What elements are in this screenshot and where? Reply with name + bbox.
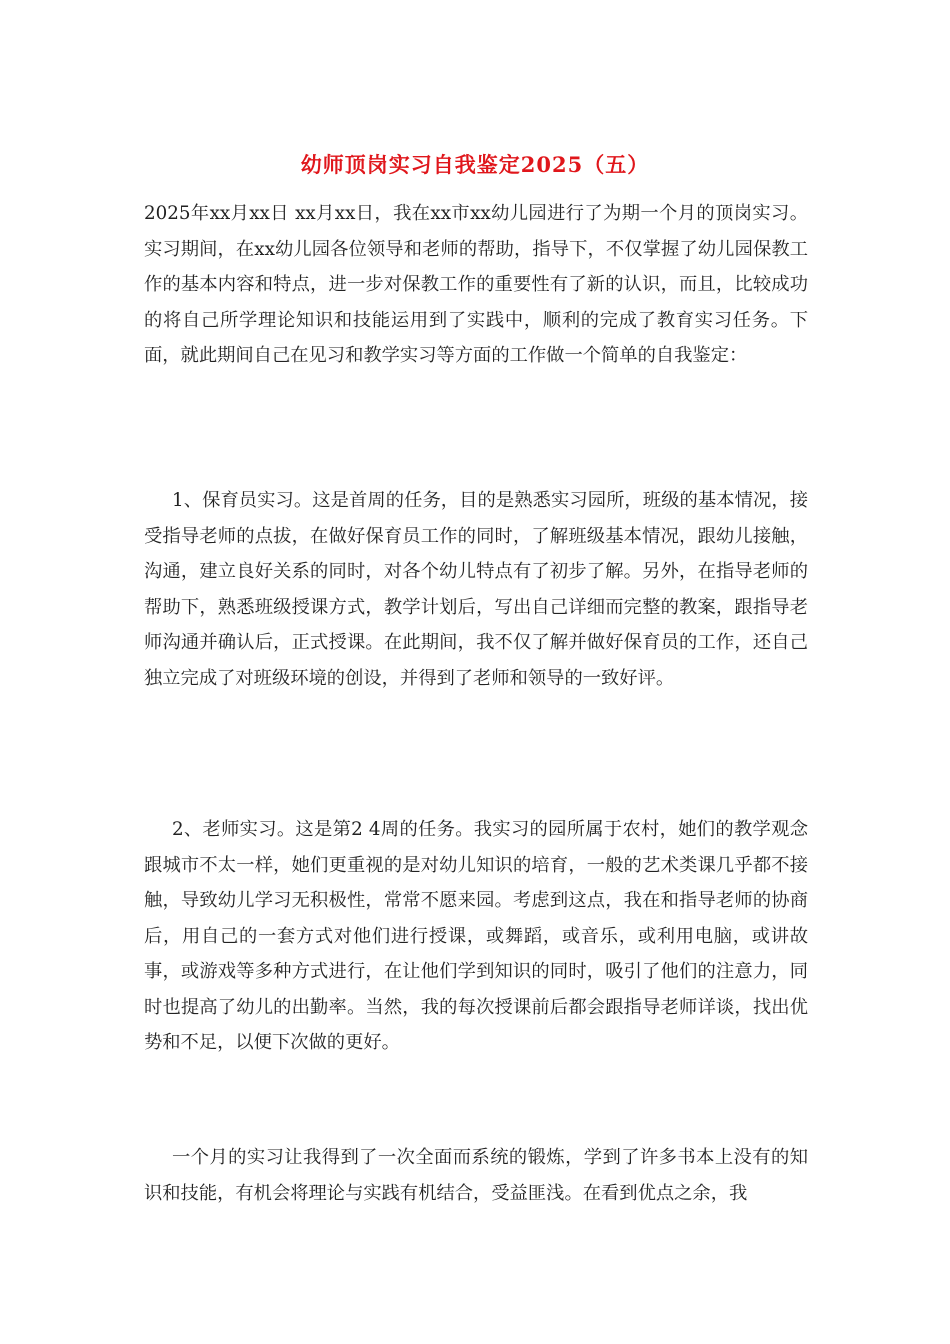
document-title: 幼师顶岗实习自我鉴定2025（五） — [300, 152, 650, 177]
intro-paragraph: 2025年xx月xx日 xx月xx日，我在xx市xx幼儿园进行了为期一个月的顶岗实习。实习期间，在xx幼儿园各位领导和老师的帮助，指导下，不仅掌握了幼儿园保教工作的基本内容和特点，进一步对保教工作的重要性有了新的认识，而且，比较成功的将自己所学理论知识和技能运用到了实践中，顺利的完成了教育实习任务。下面，就此期间自己在见习和教学实习等方面的工作做一个简单的自我鉴定： — [144, 203, 808, 366]
nursery-internship-paragraph: 1、保育员实习。这是首周的任务，目的是熟悉实习园所，班级的基本情况，接受指导老师的点拔，在做好保育员工作的同时，了解班级基本情况，跟幼儿接触，沟通，建立良好关系的同时，对各个幼儿特点有了初步了解。另外，在指导老师的帮助下，熟悉班级授课方式，教学计划后，写出自己详细而完整的教案，跟指导老师沟通并确认后，正式授课。在此期间，我不仅了解并做好保育员的工作，还自己独立完成了对班级环境的创设，并得到了老师和领导的一致好评。 — [144, 490, 808, 689]
teacher-internship-paragraph: 2、老师实习。这是第2 4周的任务。我实习的园所属于农村，她们的教学观念跟城市不太一样，她们更重视的是对幼儿知识的培育，一般的艺术类课几乎都不接触，导致幼儿学习无积极性，常常不愿来园。考虑到这点，我在和指导老师的协商后，用自己的一套方式对他们进行授课，或舞蹈，或音乐，或利用电脑，或讲故事，或游戏等多种方式进行，在让他们学到知识的同时，吸引了他们的注意力，同时也提高了幼儿的出勤率。当然，我的每次授课前后都会跟指导老师详谈，找出优势和不足，以便下次做的更好。 — [144, 819, 808, 1053]
summary-paragraph: 一个月的实习让我得到了一次全面而系统的锻炼，学到了许多书本上没有的知识和技能，有机会将理论与实践有机结合，受益匪浅。在看到优点之余，我 — [144, 1147, 808, 1204]
